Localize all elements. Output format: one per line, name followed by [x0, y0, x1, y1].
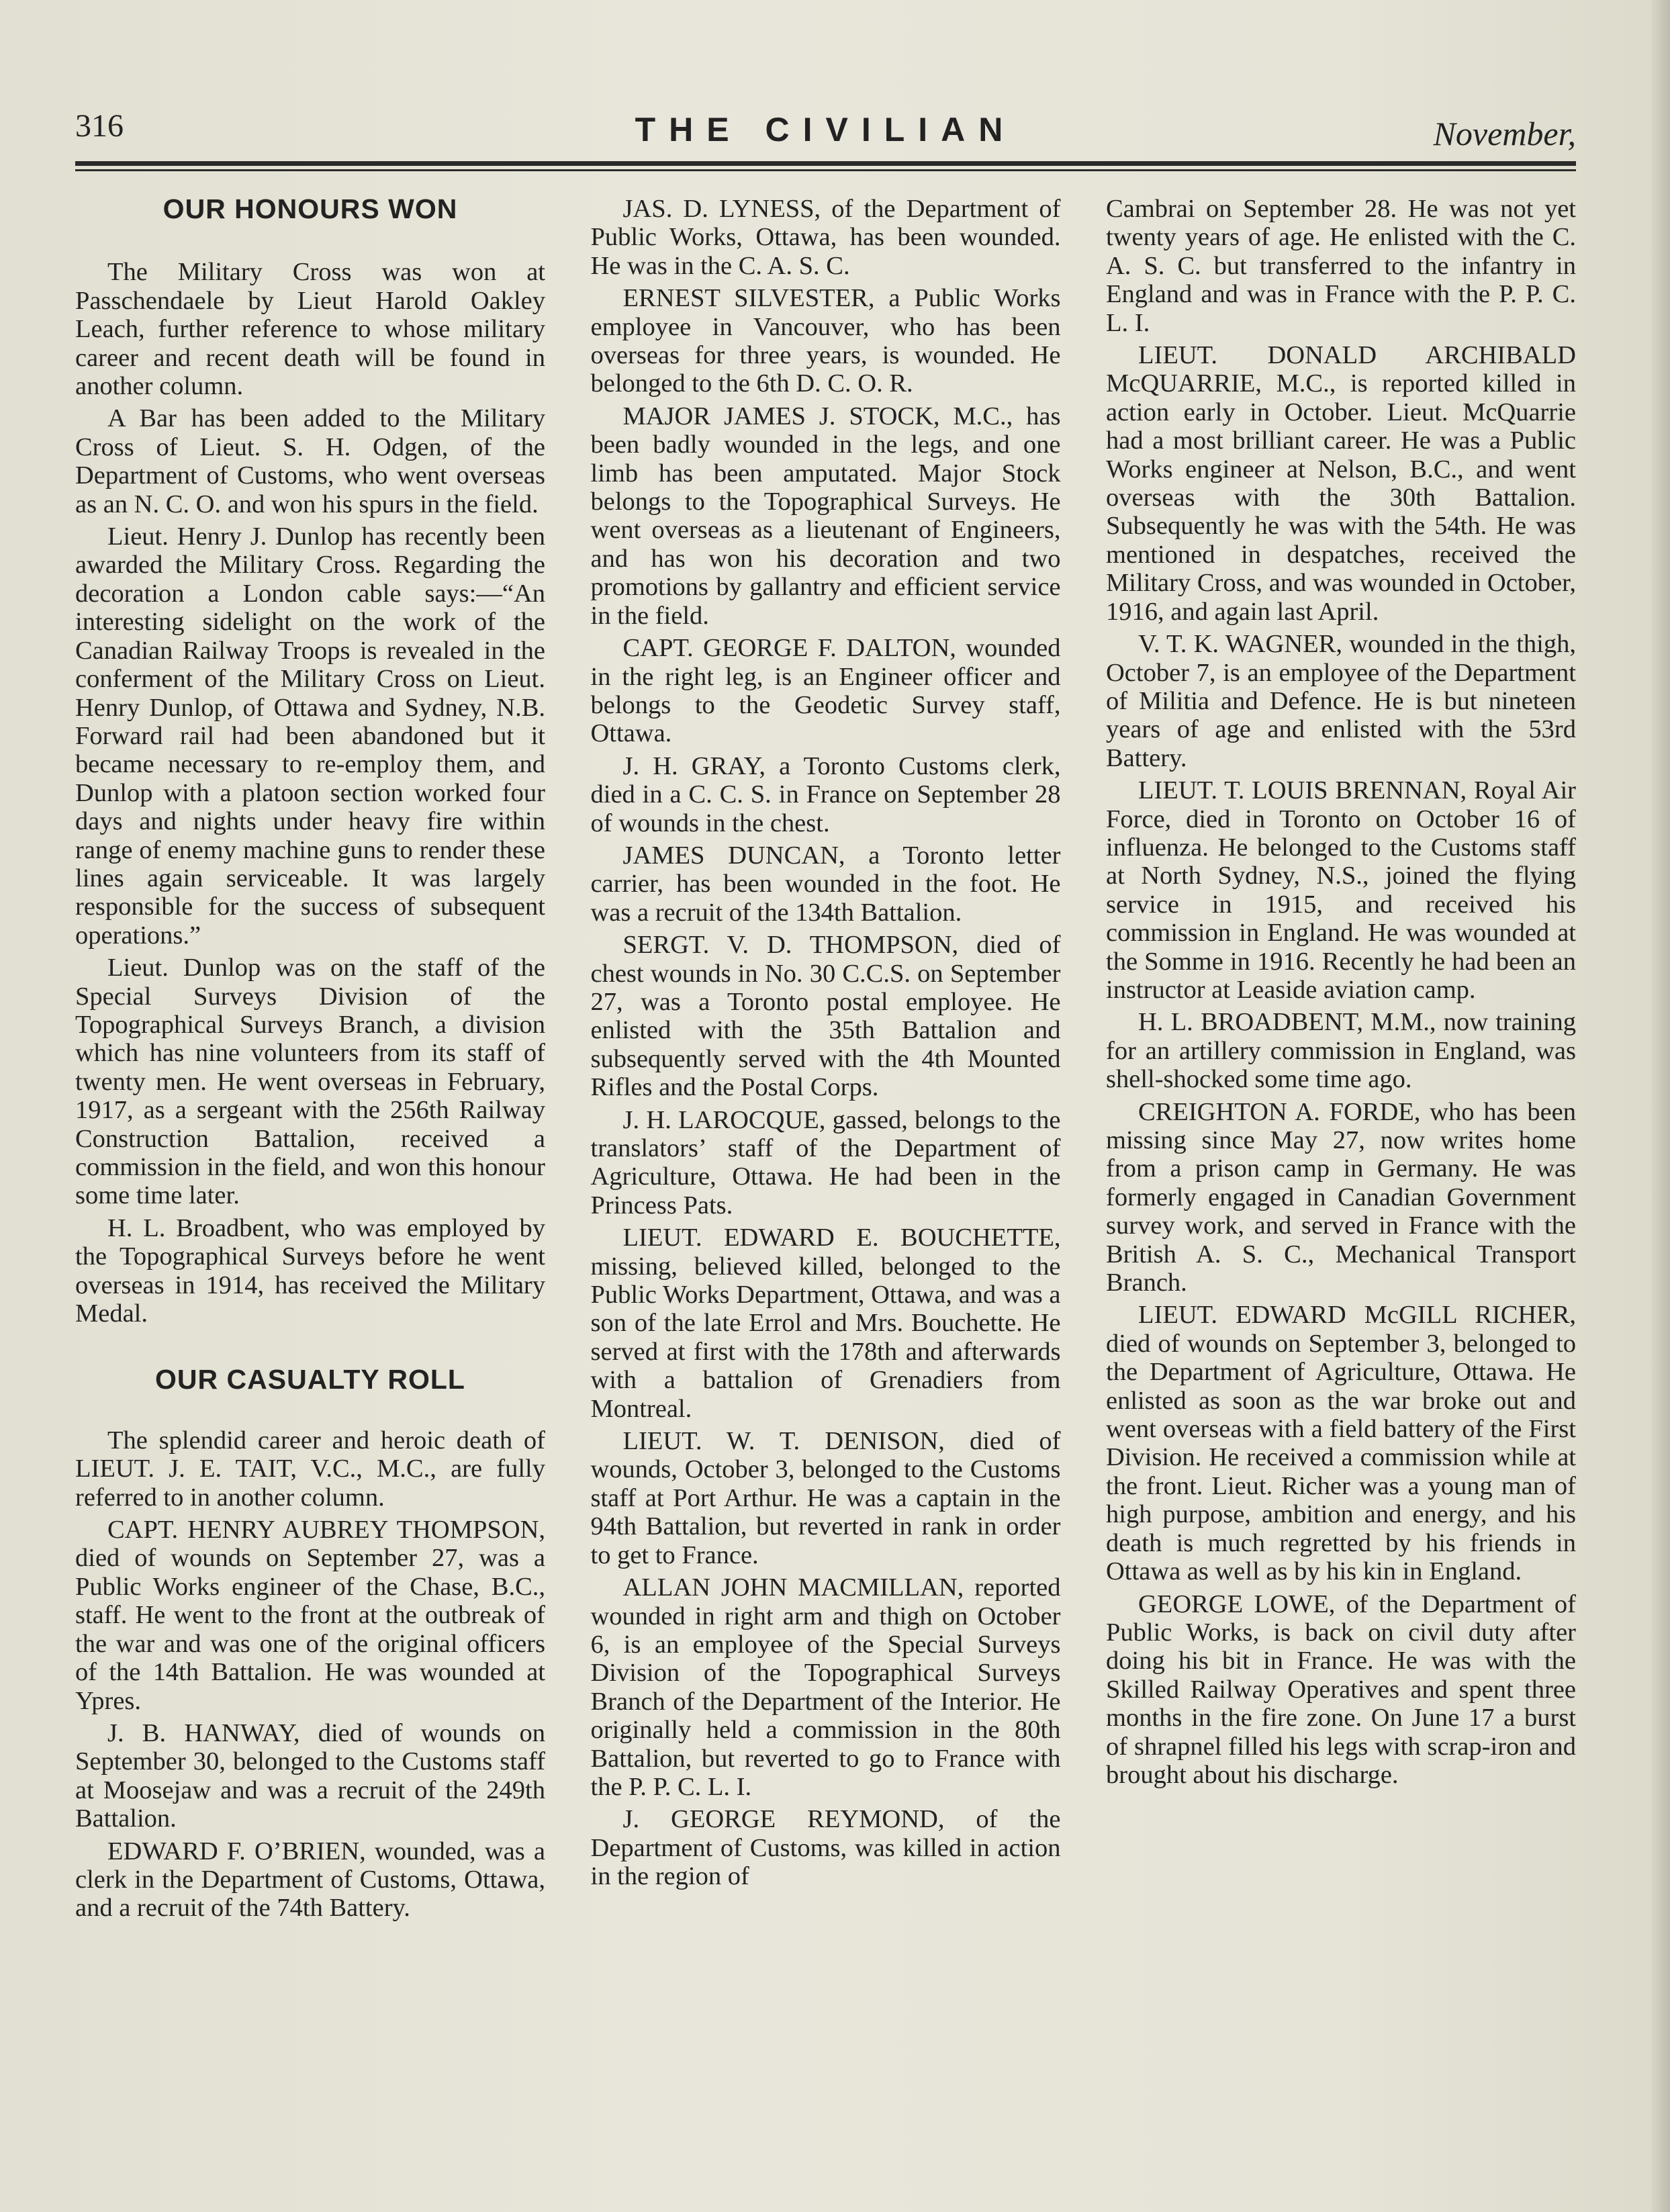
- page-number: 316: [75, 108, 124, 144]
- honours-paragraph: The Military Cross was won at Passchendaele by Lieut Harold Oakley Leach, further reference to whose military career and recent death will be found in another column.: [75, 258, 545, 401]
- article-columns: [75, 195, 1576, 2182]
- header-rule-thick: [75, 161, 1576, 166]
- column-1: [75, 195, 545, 2182]
- casualty-paragraph: LIEUT. EDWARD E. BOUCHETTE, missing, believed killed, belonged to the Public Works Department, Ottawa, and was a son of the late Errol and Mrs. Bouchette. He served at first with the 178th and afterwards with a battalion of Grenadiers from Montreal.: [590, 1224, 1061, 1423]
- casualty-paragraph: ERNEST SILVESTER, a Public Works employee in Vancouver, who has been overseas for three years, is wounded. He belonged to the 6th D. C. O. R.: [590, 284, 1061, 398]
- column-3: [1106, 195, 1576, 2182]
- casualty-paragraph: Cambrai on September 28. He was not yet twenty years of age. He enlisted with the C. A. S. C. but transferred to the infantry in England and was in France with the P. P. C. L. I.: [1106, 195, 1576, 337]
- heading-honours-won: OUR HONOURS WON: [163, 193, 458, 224]
- casualty-paragraph: LIEUT. DONALD ARCHIBALD McQUARRIE, M.C., is reported killed in action early in October. Lieut. McQuarrie had a most brilliant career. He was a Public Works engineer at Nelson, B.C., and went overseas with the 30th Battalion. Subsequently he was with the 54th. He was mentioned in despatches, received the Military Cross, and was wounded in October, 1916, and again last April.: [1106, 341, 1576, 626]
- page-edge: [1651, 0, 1670, 2212]
- journal-title: THE CIVILIAN: [635, 111, 1017, 148]
- header-rule-thin: [75, 169, 1576, 171]
- casualty-paragraph: J. H. LAROCQUE, gassed, belongs to the translators’ staff of the Department of Agriculture, Ottawa. He had been in the Princess Pats.: [590, 1105, 1061, 1219]
- column-2: [591, 195, 1061, 2182]
- casualty-paragraph: CAPT. GEORGE F. DALTON, wounded in the right leg, is an Engineer officer and belongs to the Geodetic Survey staff, Ottawa.: [590, 634, 1061, 748]
- casualty-paragraph: LIEUT. T. LOUIS BRENNAN, Royal Air Force, died in Toronto on October 16 of influenza. He belonged to the Customs staff at North Sydney, N.S., joined the flying service in 1915, and received his commission in England. He was wounded at the Somme in 1916. Recently he had been an instructor at Leaside aviation camp.: [1106, 776, 1576, 1004]
- casualty-paragraph: LIEUT. W. T. DENISON, died of wounds, October 3, belonged to the Customs staff at Port Arthur. He was a captain in the 94th Battalion, but reverted in rank in order to get to France.: [590, 1427, 1061, 1569]
- casualty-paragraph: H. L. BROADBENT, M.M., now training for an artillery commission in England, was shell-shocked some time ago.: [1106, 1008, 1576, 1094]
- casualty-paragraph: ALLAN JOHN MACMILLAN, reported wounded in right arm and thigh on October 6, is an employee of the Special Surveys Division of the Topographical Surveys Branch of the Department of the Interior. He originally held a commission in the 80th Battalion, but reverted to go to France with the P. P. C. L. I.: [590, 1573, 1061, 1801]
- honours-paragraph: H. L. Broadbent, who was employed by the Topographical Surveys before he went overseas in 1914, has received the Military Medal.: [75, 1213, 545, 1328]
- casualty-paragraph: SERGT. V. D. THOMPSON, died of chest wounds in No. 30 C.C.S. on September 27, was a Toronto postal employee. He enlisted with the 35th Battalion and subsequently served with the 4th Mounted Rifles and the Postal Corps.: [590, 931, 1061, 1102]
- honours-paragraph: Lieut. Henry J. Dunlop has recently been awarded the Military Cross. Regarding the decoration a London cable says:—“An interesting sidelight on the work of the Canadian Railway Troops is revealed in the conferment of the Military Cross on Lieut. Henry Dunlop, of Ottawa and Sydney, N.B. Forward rail had been abandoned but it became necessary to re-employ them, and Dunlop with a platoon section worked four days and nights under heavy fire within range of enemy machine guns to render these lines again serviceable. It was largely responsible for the success of subsequent operations.”: [75, 522, 545, 950]
- casualty-paragraph: J. B. HANWAY, died of wounds on September 30, belonged to the Customs staff at Moosejaw and was a recruit of the 249th Battalion.: [75, 1718, 545, 1833]
- casualty-paragraph: J. H. GRAY, a Toronto Customs clerk, died in a C. C. S. in France on September 28 of wounds in the chest.: [590, 751, 1061, 837]
- casualty-paragraph: JAS. D. LYNESS, of the Department of Public Works, Ottawa, has been wounded. He was in the C. A. S. C.: [590, 195, 1061, 280]
- casualty-paragraph: The splendid career and heroic death of LIEUT. J. E. TAIT, V.C., M.C., are fully referred to in another column.: [75, 1426, 545, 1512]
- casualty-paragraph: MAJOR JAMES J. STOCK, M.C., has been badly wounded in the legs, and one limb has been amputated. Major Stock belongs to the Topographical Surveys. He went overseas as a lieutenant of Engineers, and has won his decoration and two promotions by gallantry and efficient service in the field.: [590, 402, 1061, 630]
- casualty-paragraph: JAMES DUNCAN, a Toronto letter carrier, has been wounded in the foot. He was a recruit of the 134th Battalion.: [590, 841, 1061, 927]
- honours-paragraph: A Bar has been added to the Military Cross of Lieut. S. H. Odgen, of the Department of Customs, who went overseas as an N. C. O. and won his spurs in the field.: [75, 404, 545, 518]
- casualty-paragraph: V. T. K. WAGNER, wounded in the thigh, October 7, is an employee of the Department of Militia and Defence. He is but nineteen years of age and enlisted with the 53rd Battery.: [1106, 630, 1576, 772]
- casualty-paragraph: LIEUT. EDWARD McGILL RICHER, died of wounds on September 3, belonged to the Department of Agriculture, Ottawa. He enlisted as soon as the war broke out and went overseas with a field battery of the First Division. He received a commission while at the front. Lieut. Richer was a young man of high purpose, ambition and energy, and his death is much regretted by his friends in Ottawa as well as by his kin in England.: [1106, 1301, 1576, 1586]
- casualty-paragraph: CAPT. HENRY AUBREY THOMPSON, died of wounds on September 27, was a Public Works engineer of the Chase, B.C., staff. He went to the front at the outbreak of the war and was one of the original officers of the 14th Battalion. He was wounded at Ypres.: [75, 1516, 545, 1715]
- casualty-paragraph: CREIGHTON A. FORDE, who has been missing since May 27, now writes home from a prison camp in Germany. He was formerly engaged in Canadian Government survey work, and served in France with the British A. S. C., Mechanical Transport Branch.: [1106, 1097, 1576, 1297]
- casualty-paragraph: J. GEORGE REYMOND, of the Department of Customs, was killed in action in the region of: [590, 1805, 1061, 1891]
- casualty-paragraph: GEORGE LOWE, of the Department of Public Works, is back on civil duty after doing his bit in France. He was with the Skilled Railway Operatives and spent three months in the fire zone. On June 17 a burst of shrapnel filled his legs with scrap-iron and brought about his discharge.: [1106, 1589, 1576, 1789]
- casualty-paragraph: EDWARD F. O’BRIEN, wounded, was a clerk in the Department of Customs, Ottawa, and a recruit of the 74th Battery.: [75, 1837, 545, 1923]
- honours-paragraph: Lieut. Dunlop was on the staff of the Special Surveys Division of the Topographical Surveys Branch, a division which has nine volunteers from its staff of twenty men. He went overseas in February, 1917, as a sergeant with the 256th Railway Construction Battalion, received a commission in the field, and won this honour some time later.: [75, 954, 545, 1210]
- issue-month: November,: [1433, 115, 1576, 152]
- heading-casualty-roll: OUR CASUALTY ROLL: [155, 1364, 465, 1395]
